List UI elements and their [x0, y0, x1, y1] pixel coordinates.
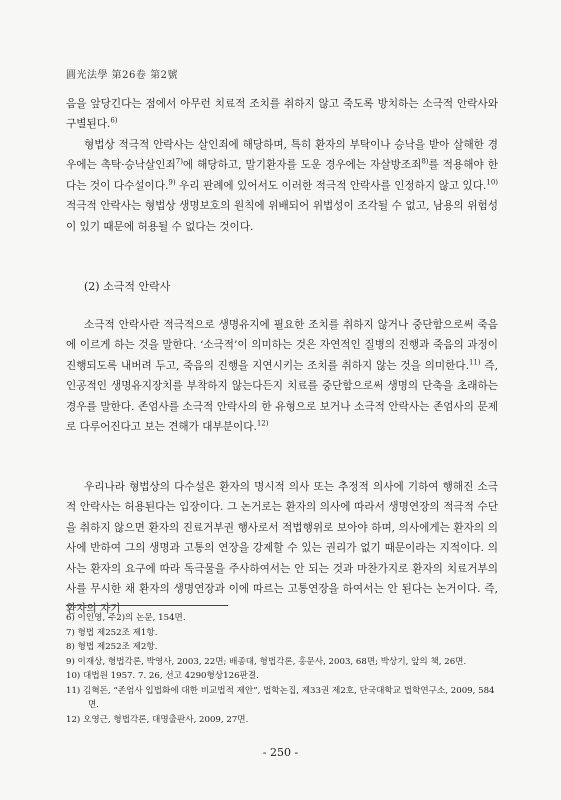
paragraph-4: 우리나라 형법상의 다수설은 환자의 명시적 의사 또는 추정적 의사에 기하여 행해진 소극적 안락사는 허용된다는 입장이다. 그 논거로는 환자의 의사에 따라서 생명연장의 적극적 수단을 취하지 않으면 환자의 진료거부권 행사로서 적법행위로 보아야 하며, 의사에게는 환자의 의사에 반하여 그의 생명과 고통의 연장을 강제할 수 있는 권리가 없기 때문이라는 지적이다. 의사는 환자의 요구에 따라 독극물을 주사하여서는 안 되는 것과 마찬가지로 환자의 치료거부의사를 무시한 채 환자의 생명연장과 이에 따르는 고통연장을 하여서는 안 된다는 논거이다. 즉, 환자의 자기 — [66, 481, 498, 616]
paragraph-3-text-a: 소극적 안락사란 적극적으로 생명유지에 필요한 조치를 취하지 않거나 중단함으로써 죽음에 이르게 하는 것을 말한다. ‘소극적’이 의미하는 것은 자연적인 질병의 진행과 죽음의 과정이 진행되도록 내버려 두고, 죽음의 진행을 지연시키는 조치를 취하지 않는 것을 의미한다. — [66, 319, 498, 372]
footnote-ref-11[interactable]: 11) — [468, 358, 481, 367]
paragraph-1 — [66, 94, 498, 135]
footnote-ref-10[interactable]: 10) — [486, 178, 498, 187]
footnote-divider — [66, 605, 228, 606]
footnote-ref-7[interactable]: 7) — [175, 157, 183, 166]
footnote-9: 9) 이재상, 형법각론, 박영사, 2003, 22면; 배종대, 형법각론, 홍문사, 2003, 68면; 박상기, 앞의 책, 26면. — [66, 656, 467, 667]
paragraph-2 — [66, 135, 498, 237]
footnote-7: 7) 형법 제252조 제1항. — [66, 627, 158, 638]
footnote-ref-8[interactable]: 8) — [421, 157, 429, 166]
page-number: - 250 - — [262, 746, 299, 759]
footnote-list — [66, 611, 498, 727]
paragraph-2-text-b: 에 해당하고, 말기환자를 도운 경우에는 자살방조죄 — [182, 159, 422, 172]
running-header: 圓光法學 第26卷 第2號 — [66, 70, 178, 81]
footnote-8: 8) 형법 제252조 제2항. — [66, 642, 158, 652]
footnote-6: 6) 이인영, 주2)의 논문, 154면. — [66, 613, 186, 623]
paragraph-3-text-b: 즉, 인공적인 생명유지장치를 부착하지 않는다든지 치료를 중단함으로써 생명의 단축을 초래하는 경우를 말한다. 존엄사를 소극적 안락사의 한 유형으로 보거나 소극적 안락사는 존엄사의 문제로 다루어진다고 보는 견해가 대부분이다. — [66, 359, 498, 434]
paragraph-3 — [66, 315, 498, 437]
footnote-11: 11) 김혁돈, “존엄사 입법화에 대한 비교법적 제안”, 법학논집, 제33권 제2호, 단국대학교 법학연구소, 2009, 584면. — [66, 685, 495, 710]
footnote-10: 10) 대법원 1957. 7. 26, 선고 4290형상126판결. — [66, 671, 259, 681]
paragraph-2-text-c: 를 적용해야 한다는 것이 다수설이다. — [66, 159, 498, 192]
footnote-ref-9[interactable]: 9) — [168, 178, 176, 187]
footnote-12: 12) 오영근, 형법각론, 대명출판사, 2009, 27면. — [66, 714, 249, 725]
paragraph-2-text-e: 적극적 안락사는 형법상 생명보호의 원칙에 위배되어 위법성이 조각될 수 없고, 남용의 위험성이 있기 때문에 허용될 수 없다는 것이다. — [66, 200, 498, 233]
paragraph-2-text-d: 우리 판례에 있어서도 이러한 적극적 안락사를 인정하지 않고 있다. — [175, 179, 487, 192]
section-heading: (2) 소극적 안락사 — [84, 280, 171, 293]
paragraph-1-text: 음을 앞당긴다는 점에서 아무런 치료적 조치를 취하지 않고 죽도록 방치하는 소극적 안락사와 구별된다. — [66, 98, 498, 131]
paragraph-2-text-a: 형법상 적극적 안락사는 살인죄에 해당하며, 특히 환자의 부탁이나 승낙을 받아 살해한 경우에는 촉탁·승낙살인죄 — [66, 139, 498, 172]
footnote-ref-6[interactable]: 6) — [110, 116, 118, 125]
footnote-ref-12[interactable]: 12) — [256, 419, 269, 428]
